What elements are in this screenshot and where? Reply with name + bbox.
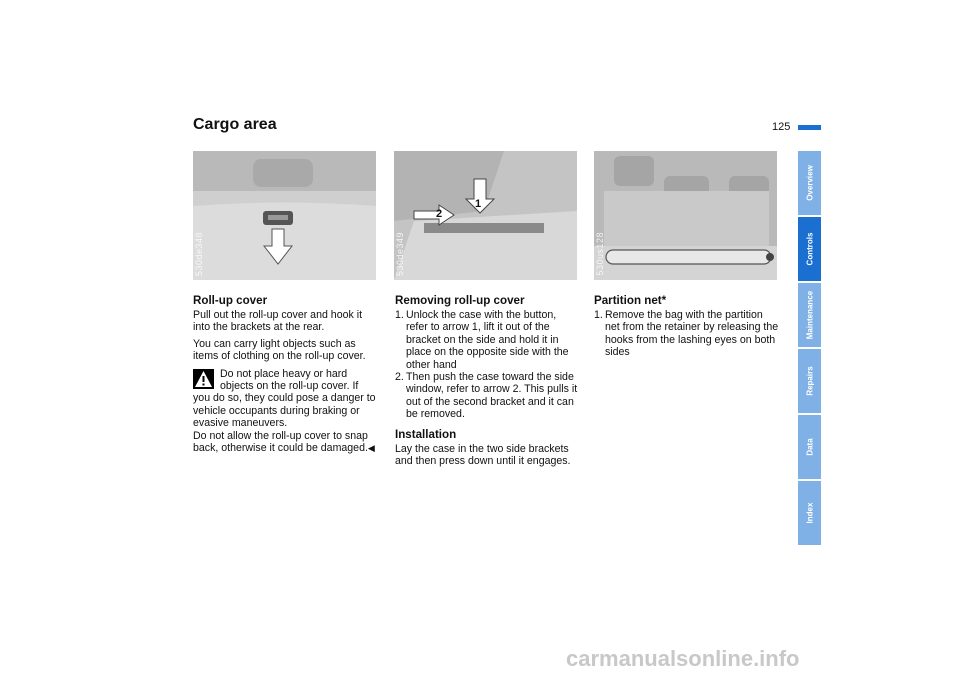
- section-heading: Removing roll-up cover: [395, 294, 525, 307]
- page-number-bar: [798, 125, 821, 130]
- tab-overview[interactable]: Overview: [798, 151, 821, 215]
- tab-maintenance[interactable]: Maintenance: [798, 283, 821, 347]
- roll-up-cover-photo: [193, 151, 376, 280]
- watermark-text: carmanualsonline.info: [566, 646, 800, 671]
- tab-repairs[interactable]: Repairs: [798, 349, 821, 413]
- tab-data[interactable]: Data: [798, 415, 821, 479]
- page-number: 125: [772, 121, 791, 133]
- steps-list: [395, 309, 580, 421]
- paragraph: Pull out the roll-up cover and hook it into the brackets at the rear.: [193, 309, 363, 334]
- partition-net-section: [594, 294, 779, 359]
- partition-net-photo: [594, 151, 777, 280]
- page-title: Cargo area: [193, 116, 277, 133]
- section-heading: Roll-up cover: [193, 294, 268, 307]
- list-item: 1. Remove the bag with the partition net from the retainer by releasing the hooks from the lashing eyes on both sides: [594, 309, 779, 359]
- callout-1: 1: [475, 198, 482, 210]
- chapter-tabs: [798, 151, 821, 547]
- callout-2: 2: [436, 208, 443, 220]
- warning-text: Do not place heavy or hard objects on the roll-up cover. If you do so, they could pose a danger to vehicle occupants during braking or evasive maneuvers.: [193, 367, 376, 430]
- warning-note: [193, 368, 378, 455]
- section-heading: Partition net*: [594, 294, 667, 307]
- photo-code: 530de348: [194, 231, 204, 276]
- section-heading: Installation: [395, 427, 457, 441]
- tab-controls[interactable]: Controls: [798, 217, 821, 281]
- removing-cover-section: [395, 294, 580, 471]
- warning-text: Do not allow the roll-up cover to snap back, otherwise it could be damaged.: [193, 429, 368, 455]
- tab-index[interactable]: Index: [798, 481, 821, 545]
- photo-code: 530de349: [395, 231, 405, 276]
- steps-list: [594, 309, 779, 359]
- roll-up-cover-section: [193, 294, 378, 454]
- end-mark: ◀: [367, 443, 375, 454]
- paragraph: You can carry light objects such as items of clothing on the roll-up cover.: [193, 337, 366, 363]
- remove-cover-photo: [394, 151, 577, 280]
- paragraph: Lay the case in the two side brackets and then press down until it engages.: [395, 442, 571, 468]
- photo-code: 530us128: [595, 232, 605, 276]
- list-item: 1. Unlock the case with the button, refer to arrow 1, lift it out of the bracket on the side and hold it in place on the opposite side with the other hand: [395, 309, 569, 371]
- list-item: 2. Then push the case toward the side window, refer to arrow 2. This pulls it out of the second bracket and it can be removed.: [395, 371, 578, 421]
- warning-icon: [193, 369, 214, 389]
